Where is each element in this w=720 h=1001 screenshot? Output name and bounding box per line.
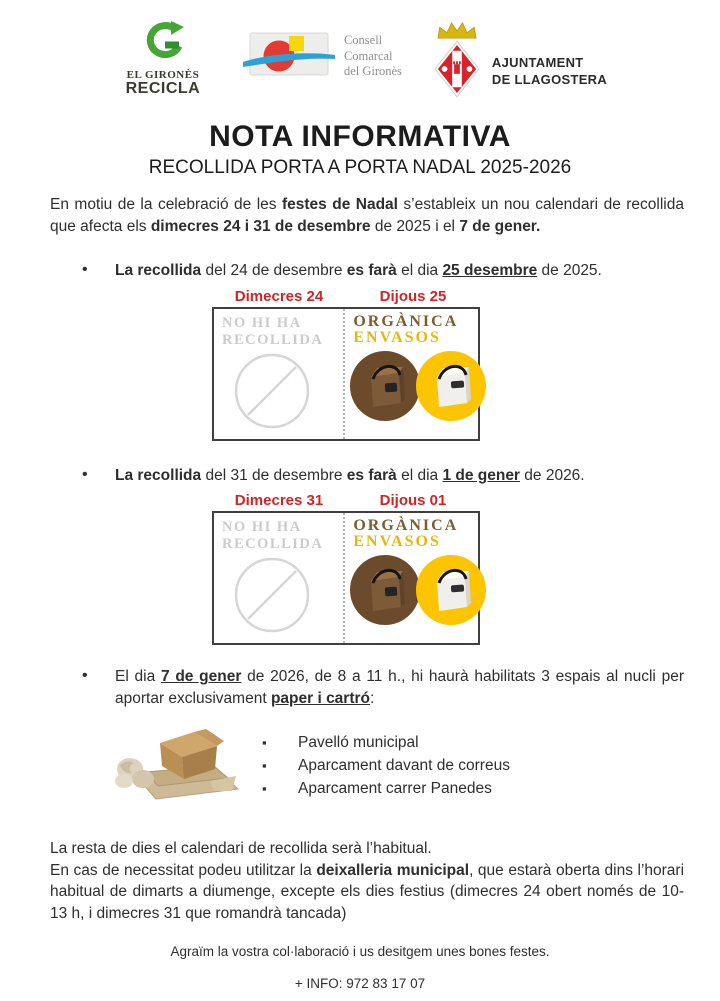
consell-comarcal-icon bbox=[243, 29, 335, 84]
no-collection-line1: NO HI HA bbox=[222, 314, 302, 331]
bullet2-bold: es farà bbox=[346, 466, 397, 484]
no-collection-line1: NO HI HA bbox=[222, 519, 302, 535]
bullet1-text: de 2025. bbox=[537, 262, 602, 279]
intro-text: de 2025 i el bbox=[370, 217, 460, 235]
no-collection-line2: RECOLLIDA bbox=[222, 331, 324, 348]
bullet3-underline-paper: paper i cartró bbox=[270, 689, 370, 707]
logo-consell-comarcal bbox=[243, 29, 402, 84]
recycle-g-icon bbox=[140, 20, 186, 67]
bullet1-underline-date: 25 desembre bbox=[442, 262, 538, 279]
envasos-label: ENVASOS bbox=[353, 533, 441, 550]
logo-el-girones-recicla bbox=[113, 20, 213, 98]
packaging-bin-icon bbox=[416, 555, 486, 625]
logo-ajuntament-llagostera bbox=[432, 20, 607, 98]
page-subtitle: RECOLLIDA PORTA A PORTA NADAL 2025-2026 bbox=[148, 157, 572, 178]
outro-text: , que estarà oberta dins l’horari habitual de dimarts a diumenge, excepte els dies festius (dimecres 24 obert només de 10-13 h, i dimecres 31 que romandrà tancada) bbox=[50, 861, 685, 922]
card2-box bbox=[212, 511, 480, 645]
footer-info-phone: + INFO: 972 83 17 07 bbox=[294, 976, 426, 991]
logo-consell-line2: Comarcal bbox=[343, 48, 393, 63]
logo-consell-text bbox=[344, 33, 402, 80]
card1-bins bbox=[350, 351, 486, 421]
bullet3-underline-date: 7 de gener bbox=[160, 668, 242, 685]
packaging-bin-icon bbox=[416, 351, 486, 421]
logo-consell-line1: Consell bbox=[343, 33, 383, 48]
calendar-card-24-25 bbox=[212, 288, 480, 441]
bullet2-text: del 31 de desembre bbox=[201, 466, 347, 484]
bullet3-text: de 2026, de 8 a 11 h., hi haurà habilitats 3 espais al nucli per aportar exclusivament bbox=[115, 668, 684, 707]
bullet3-text: El dia bbox=[115, 668, 161, 685]
outro-text: En cas de necessitat podeu utilitzar la bbox=[50, 861, 317, 879]
bullet2-text: de 2026. bbox=[519, 466, 585, 484]
card2-left-label: Dimecres 31 bbox=[234, 492, 324, 509]
bullet1-text: el dia bbox=[396, 262, 443, 279]
no-collection-icon bbox=[232, 555, 312, 640]
no-collection-icon bbox=[232, 351, 312, 436]
logo-recicla-line1: EL GIRONÈS bbox=[126, 69, 200, 81]
bullet2-underline-date: 1 de gener bbox=[442, 466, 520, 484]
card1-no-collection bbox=[214, 309, 343, 439]
bullet-recollida-31 bbox=[115, 465, 684, 487]
organic-bin-icon bbox=[350, 351, 420, 421]
outro-line1: La resta de dies el calendari de recollida serà l’habitual. bbox=[50, 840, 432, 857]
bullet2-bold: La recollida bbox=[115, 466, 202, 484]
card1-left-label: Dimecres 24 bbox=[234, 287, 324, 305]
logo-recicla-line2: RECICLA bbox=[125, 80, 201, 97]
bullet1-bold: La recollida bbox=[115, 262, 202, 279]
card2-collection bbox=[343, 513, 478, 643]
intro-paragraph bbox=[50, 194, 684, 237]
organic-bin-icon bbox=[350, 555, 420, 625]
bullet1-bold: es farà bbox=[346, 262, 397, 279]
bullet-7-gener bbox=[115, 666, 684, 709]
intro-bold-gener: 7 de gener. bbox=[459, 217, 541, 235]
paper-locations-row bbox=[110, 719, 684, 812]
outro-block bbox=[50, 838, 684, 924]
llagostera-coat-of-arms-icon bbox=[432, 20, 482, 98]
card1-box bbox=[212, 307, 480, 441]
logo-ajuntament-line1: AJUNTAMENT bbox=[491, 55, 584, 71]
organica-label: ORGÀNICA bbox=[353, 312, 459, 330]
intro-text: En motiu de la celebració de les bbox=[50, 196, 282, 213]
envasos-label: ENVASOS bbox=[353, 328, 441, 346]
intro-bold-dates: dimecres 24 i 31 de desembre bbox=[150, 217, 371, 235]
list-item: ▪ Aparcament carrer Panedes bbox=[262, 777, 510, 800]
card2-labels bbox=[212, 492, 480, 509]
card2-right-label: Dijous 01 bbox=[379, 492, 447, 509]
bullet3-text: : bbox=[370, 689, 375, 707]
bullet1-text: del 24 de desembre bbox=[201, 262, 347, 279]
no-collection-text bbox=[222, 315, 343, 349]
footer-thanks: Agraïm la vostra col·laboració i us desitgem unes bones festes. bbox=[170, 944, 550, 959]
paper-locations-list bbox=[262, 731, 510, 800]
bullet-recollida-24 bbox=[115, 260, 684, 282]
logo-ajuntament-text bbox=[492, 55, 607, 89]
logo-ajuntament-line2: DE LLAGOSTERA bbox=[491, 72, 608, 87]
list-item: ▪ Pavelló municipal bbox=[262, 731, 510, 754]
page-title: NOTA INFORMATIVA bbox=[209, 120, 511, 153]
organica-label: ORGÀNICA bbox=[353, 517, 459, 534]
card2-bins bbox=[350, 555, 486, 625]
bullet2-text: el dia bbox=[396, 466, 443, 484]
intro-bold-festes: festes de Nadal bbox=[281, 196, 398, 213]
card1-collection bbox=[343, 309, 478, 439]
logo-consell-line3: del Gironès bbox=[343, 64, 402, 79]
no-collection-text bbox=[222, 519, 343, 553]
calendar-card-31-01 bbox=[212, 492, 480, 645]
card2-no-collection bbox=[214, 513, 343, 643]
cardboard-pile-image bbox=[110, 719, 242, 812]
header-logos bbox=[0, 0, 720, 106]
no-collection-line2: RECOLLIDA bbox=[222, 536, 324, 553]
outro-bold-deixalleria: deixalleria municipal bbox=[316, 861, 470, 879]
list-item: ▪ Aparcament davant de correus bbox=[262, 754, 510, 777]
card1-right-label: Dijous 25 bbox=[379, 287, 447, 305]
outro-paragraph bbox=[50, 860, 684, 925]
card1-labels bbox=[212, 288, 480, 305]
intro-text: s’estableix un nou calendari de recollida que afecta els bbox=[50, 196, 684, 235]
